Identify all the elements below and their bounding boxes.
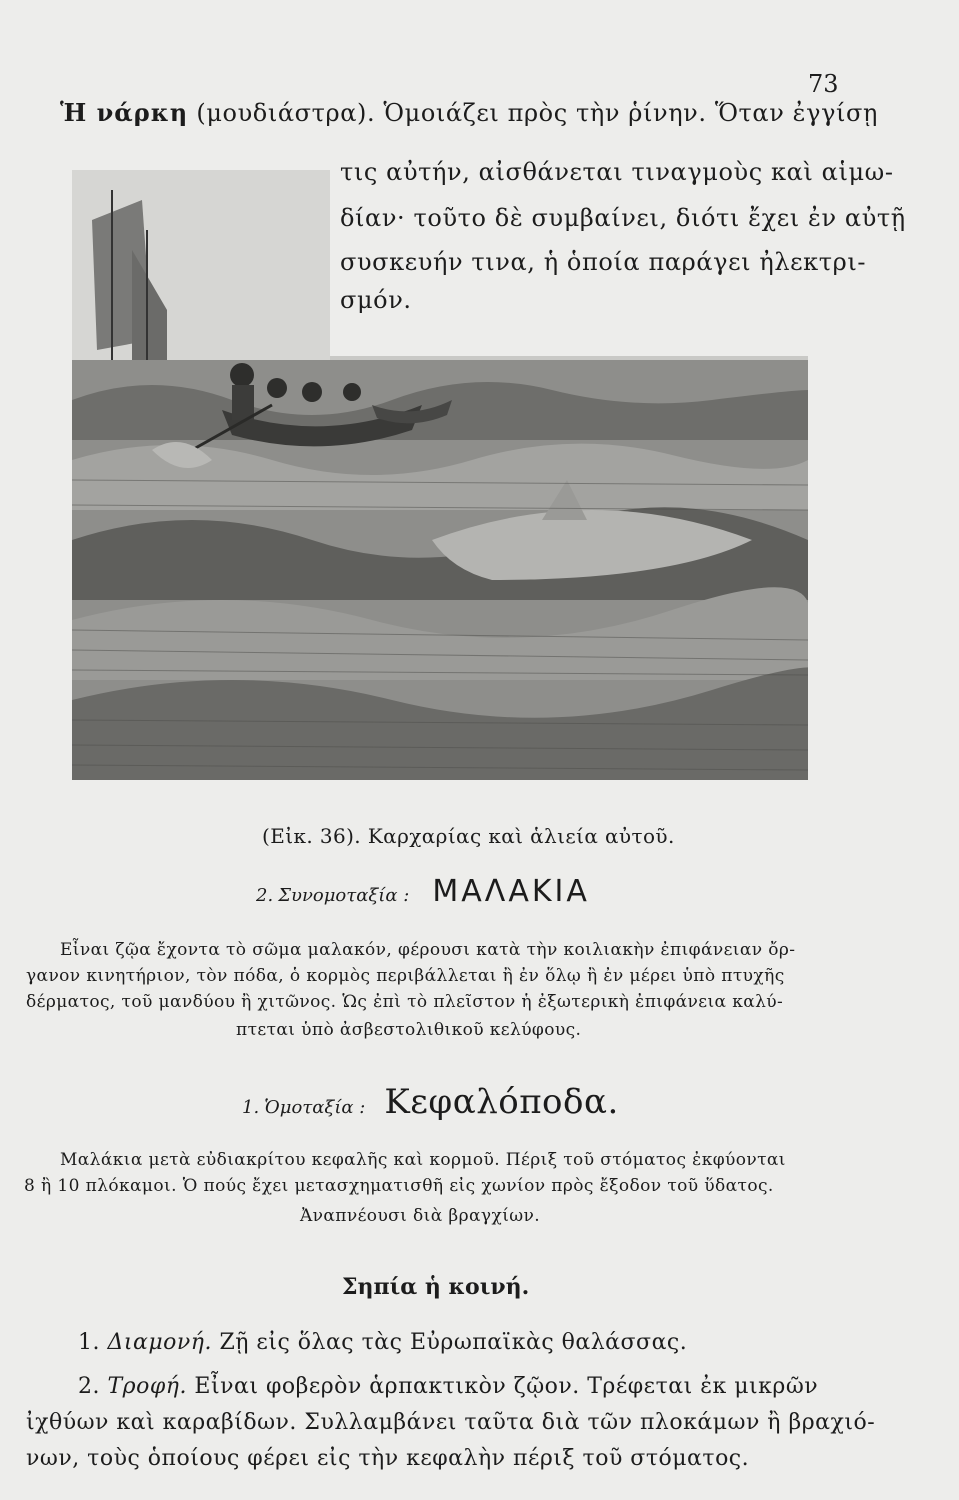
item-1-label: Διαμονή. — [107, 1330, 212, 1355]
item-2-number: 2. — [78, 1374, 100, 1399]
top-line-1-rest: (μουδιάστρα). Ὁμοιάζει πρὸς τὴν ῥίνην. Ὅταν ἐγγίσῃ — [188, 99, 878, 127]
class-label: Ὁμοταξία : — [264, 1097, 366, 1118]
sepia-item-2 — [78, 1374, 818, 1399]
item-1-number: 1. — [78, 1330, 100, 1355]
item-2-label: Τροφή. — [107, 1374, 187, 1399]
item-1-text: Ζῇ εἰς ὅλας τὰς Εὐρωπαϊκὰς θαλάσσας. — [211, 1330, 688, 1355]
molluscs-line-3: δέρματος, τοῦ μανδύου ἢ χιτῶνος. Ὡς ἐπὶ τὸ πλεῖστον ἡ ἐξωτερικὴ ἐπιφάνεια καλύ- — [26, 992, 784, 1012]
class-heading — [242, 1082, 619, 1122]
molluscs-line-2: γανον κινητήριον, τὸν πόδα, ὁ κορμὸς περιβάλλεται ἢ ἐν ὅλῳ ἢ ἐν μέρει ὑπὸ πτυχῆς — [26, 966, 785, 986]
sepia-item-2-line-3: νων, τοὺς ὁποίους φέρει εἰς τὴν κεφαλὴν πέριξ τοῦ στόματος. — [26, 1446, 750, 1471]
sepia-item-2-line-2: ἰχθύων καὶ καραβίδων. Συλλαμβάνει ταῦτα διὰ τῶν πλοκάμων ἢ βραχιό- — [26, 1410, 876, 1435]
cephalopods-line-2: 8 ἢ 10 πλόκαμοι. Ὁ πούς ἔχει μετασχηματισθῆ εἰς χωνίον πρὸς ἔξοδον τοῦ ὕδατος. — [24, 1176, 774, 1196]
figure-caption: (Εἰκ. 36). Καρχαρίας καὶ ἁλιεία αὐτοῦ. — [262, 824, 675, 848]
term-narke: Ἡ νάρκη — [60, 98, 189, 127]
molluscs-line-4: πτεται ὑπὸ ἀσβεστολιθικοῦ κελύφους. — [236, 1020, 582, 1040]
top-line-5: σμόν. — [340, 286, 412, 314]
sepia-item-1 — [78, 1330, 687, 1355]
phylum-title: ΜΑΛΑΚΙΑ — [432, 874, 590, 909]
class-number: 1. — [242, 1097, 260, 1118]
top-line-4: συσκευήν τινα, ἡ ὁποία παράγει ἠλεκτρι- — [340, 248, 867, 276]
item-2-text: Εἶναι φοβερὸν ἁρπακτικὸν ζῷον. Τρέφεται ἐκ μικρῶν — [186, 1374, 819, 1399]
phylum-number: 2. — [256, 885, 274, 906]
cephalopods-line-3: Ἀναπνέουσι διὰ βραγχίων. — [300, 1206, 541, 1226]
top-line-2: τις αὐτήν, αἰσθάνεται τιναγμοὺς καὶ αἱμω- — [340, 158, 894, 186]
top-line-3: δίαν· τοῦτο δὲ συμβαίνει, διότι ἔχει ἐν αὐτῇ — [340, 204, 906, 232]
class-title: Κεφαλόποδα. — [384, 1082, 619, 1122]
sepia-title: Σηπία ἡ κοινή. — [342, 1274, 530, 1300]
top-line-1 — [60, 98, 878, 127]
cephalopods-line-1: Μαλάκια μετὰ εὐδιακρίτου κεφαλῆς καὶ κορμοῦ. Πέριξ τοῦ στόματος ἐκφύονται — [60, 1150, 786, 1170]
molluscs-line-1: Εἶναι ζῷα ἔχοντα τὸ σῶμα μαλακόν, φέρουσι κατὰ τὴν κοιλιακὴν ἐπιφάνειαν ὄρ- — [60, 940, 796, 960]
page-number: 73 — [808, 70, 839, 98]
shark-fishing-illustration — [72, 160, 808, 800]
phylum-label: Συνομοταξία : — [278, 885, 410, 906]
phylum-heading — [256, 874, 590, 909]
